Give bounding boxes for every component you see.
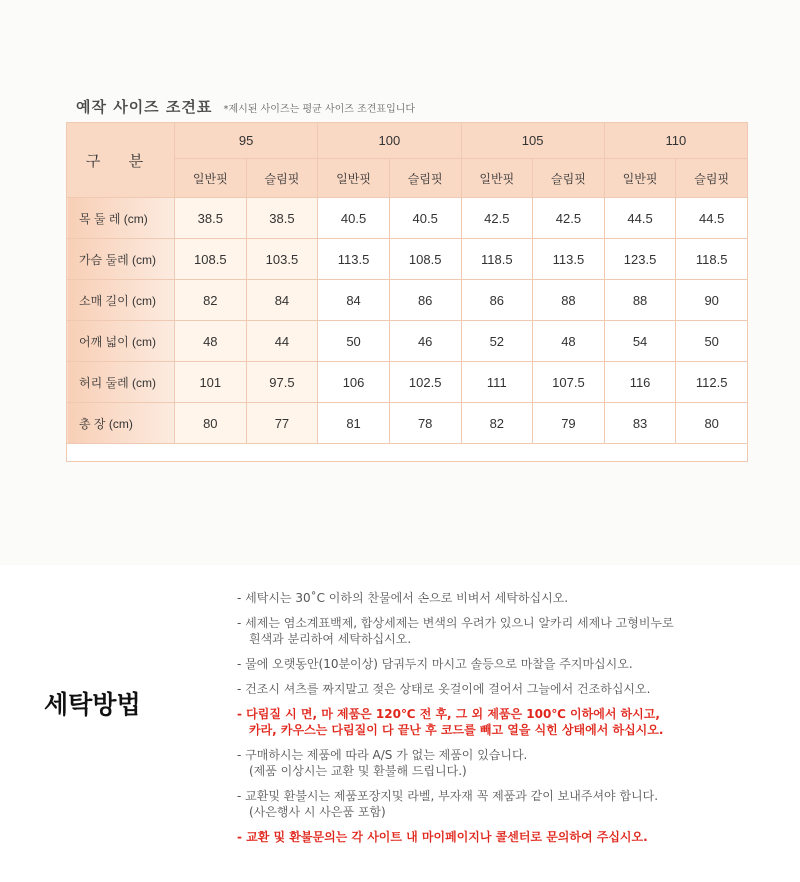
row-label: 총 장 (cm)	[67, 403, 175, 444]
header-label: 구 분	[67, 123, 175, 198]
fit-heading: 슬림핏	[246, 159, 318, 198]
table-cell: 108.5	[389, 239, 461, 280]
fit-heading: 일반핏	[318, 159, 390, 198]
table-cell: 46	[389, 321, 461, 362]
fit-heading: 슬림핏	[389, 159, 461, 198]
washing-item-line: - 구매하시는 제품에 따라 A/S 가 없는 제품이 있습니다.	[237, 748, 528, 762]
table-cell: 50	[318, 321, 390, 362]
table-cell: 77	[246, 403, 318, 444]
table-cell: 102.5	[389, 362, 461, 403]
table-cell: 84	[246, 280, 318, 321]
spacer-cell	[67, 444, 748, 462]
table-cell: 103.5	[246, 239, 318, 280]
table-row	[67, 198, 748, 239]
table-cell: 86	[389, 280, 461, 321]
washing-item-line: - 건조시 셔츠를 짜지말고 젖은 상태로 옷걸이에 걸어서 그늘에서 건조하십시오.	[237, 682, 651, 696]
washing-item-line: - 교환및 환불시는 제품포장지및 라벨, 부자재 꼭 제품과 같이 보내주셔야 합니다.	[237, 789, 659, 803]
washing-instructions	[237, 590, 777, 854]
washing-item	[237, 615, 777, 647]
row-label: 목 둘 레 (cm)	[67, 198, 175, 239]
table-cell: 82	[461, 403, 533, 444]
table-cell: 86	[461, 280, 533, 321]
washing-item	[237, 788, 777, 820]
table-cell: 79	[533, 403, 605, 444]
washing-item-line: 흰색과 분리하여 세탁하십시오.	[249, 632, 412, 646]
table-cell: 106	[318, 362, 390, 403]
table-cell: 101	[175, 362, 247, 403]
table-row	[67, 362, 748, 403]
table-cell: 54	[604, 321, 676, 362]
washing-item-line: 카라, 카우스는 다림질이 다 끝난 후 코드를 빼고 열을 식힌 상태에서 하십시오.	[249, 723, 664, 737]
table-cell: 88	[533, 280, 605, 321]
washing-item	[237, 681, 777, 697]
table-row	[67, 239, 748, 280]
size-heading: 110	[604, 123, 747, 159]
table-cell: 44	[246, 321, 318, 362]
table-cell: 52	[461, 321, 533, 362]
table-cell: 108.5	[175, 239, 247, 280]
table-cell: 80	[676, 403, 748, 444]
washing-item-line: - 물에 오랫동안(10분이상) 담궈두지 마시고 솔등으로 마찰을 주지마십시오.	[237, 657, 633, 671]
row-label: 어깨 넓이 (cm)	[67, 321, 175, 362]
table-cell: 80	[175, 403, 247, 444]
washing-item	[237, 656, 777, 672]
row-label: 소매 길이 (cm)	[67, 280, 175, 321]
fit-heading: 일반핏	[604, 159, 676, 198]
size-heading: 105	[461, 123, 604, 159]
fit-heading: 슬림핏	[533, 159, 605, 198]
table-cell: 40.5	[318, 198, 390, 239]
table-cell: 113.5	[318, 239, 390, 280]
table-row	[67, 403, 748, 444]
size-chart-body	[67, 198, 748, 462]
fit-heading: 일반핏	[175, 159, 247, 198]
table-cell: 44.5	[676, 198, 748, 239]
table-cell: 112.5	[676, 362, 748, 403]
size-heading: 95	[175, 123, 318, 159]
table-cell: 118.5	[461, 239, 533, 280]
washing-item-line: - 세탁시는 30˚C 이하의 찬물에서 손으로 비벼서 세탁하십시오.	[237, 591, 569, 605]
washing-title: 세탁방법	[44, 690, 141, 719]
washing-item	[237, 706, 777, 738]
washing-item	[237, 590, 777, 606]
size-header-row	[67, 123, 748, 159]
table-cell: 82	[175, 280, 247, 321]
table-cell: 118.5	[676, 239, 748, 280]
table-row	[67, 280, 748, 321]
table-cell: 40.5	[389, 198, 461, 239]
table-cell: 81	[318, 403, 390, 444]
table-cell: 88	[604, 280, 676, 321]
size-chart-heading	[76, 96, 415, 117]
washing-item-line: - 교환 및 환불문의는 각 사이트 내 마이페이지나 콜센터로 문의하여 주십시오.	[237, 830, 648, 844]
table-cell: 50	[676, 321, 748, 362]
washing-item-line: (제품 이상시는 교환 및 환불해 드립니다.)	[249, 764, 467, 778]
washing-item-line: - 다림질 시 면, 마 제품은 120℃ 전 후, 그 외 제품은 100℃ 이하에서 하시고,	[237, 707, 660, 721]
table-cell: 83	[604, 403, 676, 444]
table-row	[67, 321, 748, 362]
size-chart-title: 예작 사이즈 조견표	[76, 98, 213, 116]
table-cell: 48	[175, 321, 247, 362]
table-cell: 116	[604, 362, 676, 403]
table-cell: 84	[318, 280, 390, 321]
table-cell: 44.5	[604, 198, 676, 239]
table-cell: 48	[533, 321, 605, 362]
table-cell: 38.5	[246, 198, 318, 239]
table-cell: 111	[461, 362, 533, 403]
table-footer-spacer	[67, 444, 748, 462]
table-cell: 90	[676, 280, 748, 321]
size-chart-note: *제시된 사이즈는 평균 사이즈 조견표입니다	[223, 104, 416, 115]
table-cell: 78	[389, 403, 461, 444]
washing-item-line: (사은행사 시 사은품 포함)	[249, 805, 386, 819]
table-cell: 107.5	[533, 362, 605, 403]
washing-item	[237, 747, 777, 779]
table-cell: 97.5	[246, 362, 318, 403]
table-cell: 113.5	[533, 239, 605, 280]
row-label: 가슴 둘레 (cm)	[67, 239, 175, 280]
fit-heading: 일반핏	[461, 159, 533, 198]
table-cell: 38.5	[175, 198, 247, 239]
table-cell: 123.5	[604, 239, 676, 280]
washing-item	[237, 829, 777, 845]
fit-heading: 슬림핏	[676, 159, 748, 198]
size-heading: 100	[318, 123, 461, 159]
table-cell: 42.5	[533, 198, 605, 239]
washing-item-line: - 세제는 염소계표백제, 합상세제는 변색의 우려가 있으니 알카리 세제나 고형비누로	[237, 616, 674, 630]
size-chart-table	[66, 122, 748, 462]
table-cell: 42.5	[461, 198, 533, 239]
row-label: 허리 둘레 (cm)	[67, 362, 175, 403]
